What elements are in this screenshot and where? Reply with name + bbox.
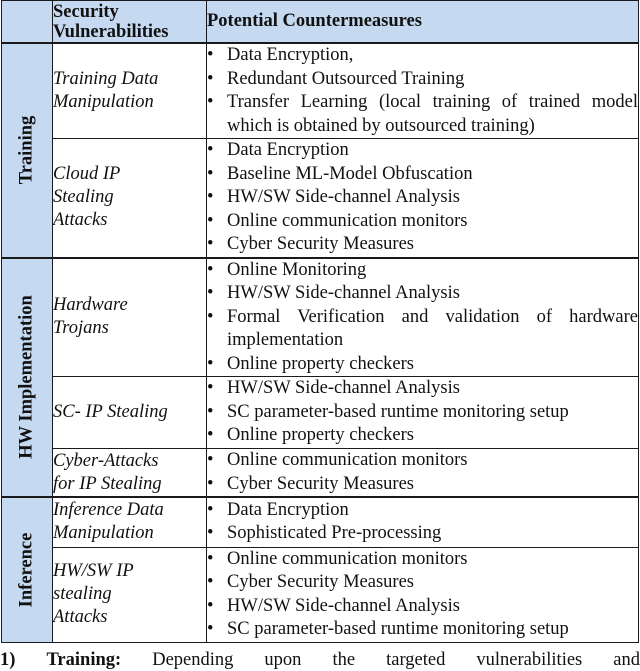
list-item: • Redundant Outsourced Training: [207, 68, 638, 92]
group-label: HW Implementation: [16, 295, 37, 460]
list-item: • Formal Verification and validation of hardware implementation: [207, 306, 638, 350]
vulnerability-cell: [53, 497, 207, 547]
list-item: • SC parameter-based runtime monitoring setup: [207, 618, 638, 642]
countermeasure-list: [207, 139, 638, 257]
list-item: • HW/SW Side-channel Analysis: [207, 377, 638, 401]
countermeasure-list: [207, 548, 638, 642]
countermeasures-cell: [207, 497, 639, 547]
list-item: • Sophisticated Pre-processing: [207, 522, 638, 546]
bullet-icon: •: [207, 353, 214, 374]
bullet-icon: •: [207, 499, 214, 520]
vulnerability-label: [53, 68, 206, 114]
vulnerability-text: HW/SW IP stealing Attacks: [53, 561, 134, 627]
list-item: • Online communication monitors: [207, 548, 638, 572]
countermeasures-cell: [207, 449, 639, 498]
list-item: • SC parameter-based runtime monitoring setup: [207, 401, 638, 425]
countermeasures-cell: [207, 258, 639, 377]
vulnerability-cell: [53, 377, 207, 449]
table-row: [2, 43, 639, 139]
table-row: [2, 497, 639, 547]
bullet-icon: •: [207, 548, 214, 569]
bullet-icon: •: [207, 572, 214, 592]
body-paragraph: [0, 650, 640, 671]
bullet-icon: •: [207, 306, 214, 327]
bullet-icon: •: [207, 92, 214, 112]
countermeasures-table: [1, 0, 639, 643]
list-item: • Cyber Security Measures: [207, 473, 638, 497]
header-row: [2, 1, 639, 44]
vulnerability-cell: [53, 258, 207, 377]
table-row: [2, 258, 639, 377]
list-item: • HW/SW Side-channel Analysis: [207, 595, 638, 619]
vulnerability-text: Inference Data Manipulation: [53, 500, 164, 544]
header-vulnerabilities-line2: Vulnerabilities: [53, 21, 169, 42]
group-cell-hw-implementation: [2, 258, 53, 498]
header-group-cell: [2, 1, 53, 44]
bullet-icon: •: [207, 425, 214, 446]
section-heading: Training:: [46, 650, 122, 670]
bullet-icon: •: [207, 259, 214, 280]
section-text: Depending upon the targeted vulnerabilities and: [152, 650, 640, 670]
list-item: • Cyber Security Measures: [207, 233, 638, 257]
list-item: • HW/SW Side-channel Analysis: [207, 282, 638, 306]
bullet-icon: •: [207, 595, 214, 616]
bullet-icon: •: [207, 45, 214, 65]
countermeasures-cell: [207, 547, 639, 642]
bullet-icon: •: [207, 378, 214, 399]
countermeasures-cell: [207, 43, 639, 139]
list-item: • Data Encryption,: [207, 44, 638, 68]
list-item: • Online property checkers: [207, 424, 638, 448]
table-row: [2, 547, 639, 642]
section-number: 1): [0, 650, 16, 670]
vulnerability-text: Cloud IP Stealing Attacks: [53, 164, 120, 231]
list-item: • Baseline ML-Model Obfuscation: [207, 163, 638, 187]
group-label: Training: [16, 115, 37, 185]
header-vulnerabilities: [53, 1, 207, 44]
table-row: [2, 377, 639, 449]
bullet-icon: •: [207, 187, 214, 207]
vulnerability-cell: [53, 449, 207, 498]
bullet-icon: •: [207, 163, 214, 184]
vulnerability-cell: [53, 43, 207, 139]
vulnerability-text: Training Data Manipulation: [53, 69, 159, 112]
group-cell-inference: [2, 497, 53, 642]
bullet-icon: •: [207, 450, 214, 470]
list-item: • Online communication monitors: [207, 449, 638, 473]
countermeasure-list: [207, 449, 638, 496]
bullet-icon: •: [207, 210, 214, 231]
list-item: • Online communication monitors: [207, 210, 638, 234]
header-vulnerabilities-line1: Security: [53, 1, 119, 22]
countermeasures-cell: [207, 377, 639, 449]
header-countermeasures: Potential Countermeasures: [207, 1, 639, 44]
list-item: • Transfer Learning (local training of trained model which is obtained by outsourced training): [207, 92, 638, 136]
bullet-icon: •: [207, 619, 214, 639]
bullet-icon: •: [207, 68, 214, 89]
table-row: [2, 139, 639, 258]
vulnerability-cell: [53, 139, 207, 258]
list-item: • HW/SW Side-channel Analysis: [207, 186, 638, 210]
bullet-icon: •: [207, 283, 214, 303]
countermeasure-list: [207, 44, 638, 138]
list-item: • Online property checkers: [207, 353, 638, 377]
vulnerability-text: SC- IP Stealing: [53, 402, 168, 422]
list-item: • Data Encryption: [207, 139, 638, 163]
list-item: • Cyber Security Measures: [207, 571, 638, 595]
countermeasure-list: [207, 499, 638, 546]
group-label: Inference: [16, 532, 37, 608]
vulnerability-text: Cyber-Attacks for IP Stealing: [53, 450, 162, 494]
list-item: • Data Encryption: [207, 499, 638, 523]
group-cell-training: [2, 43, 53, 258]
countermeasures-cell: [207, 139, 639, 258]
countermeasure-list: [207, 377, 638, 448]
bullet-icon: •: [207, 523, 214, 544]
vulnerability-cell: [53, 547, 207, 642]
table-row: [2, 449, 639, 498]
bullet-icon: •: [207, 234, 214, 254]
countermeasure-list: [207, 259, 638, 377]
vulnerability-text: Hardware Trojans: [53, 295, 128, 339]
bullet-icon: •: [207, 473, 214, 494]
bullet-icon: •: [207, 401, 214, 422]
bullet-icon: •: [207, 140, 214, 160]
list-item: • Online Monitoring: [207, 259, 638, 283]
